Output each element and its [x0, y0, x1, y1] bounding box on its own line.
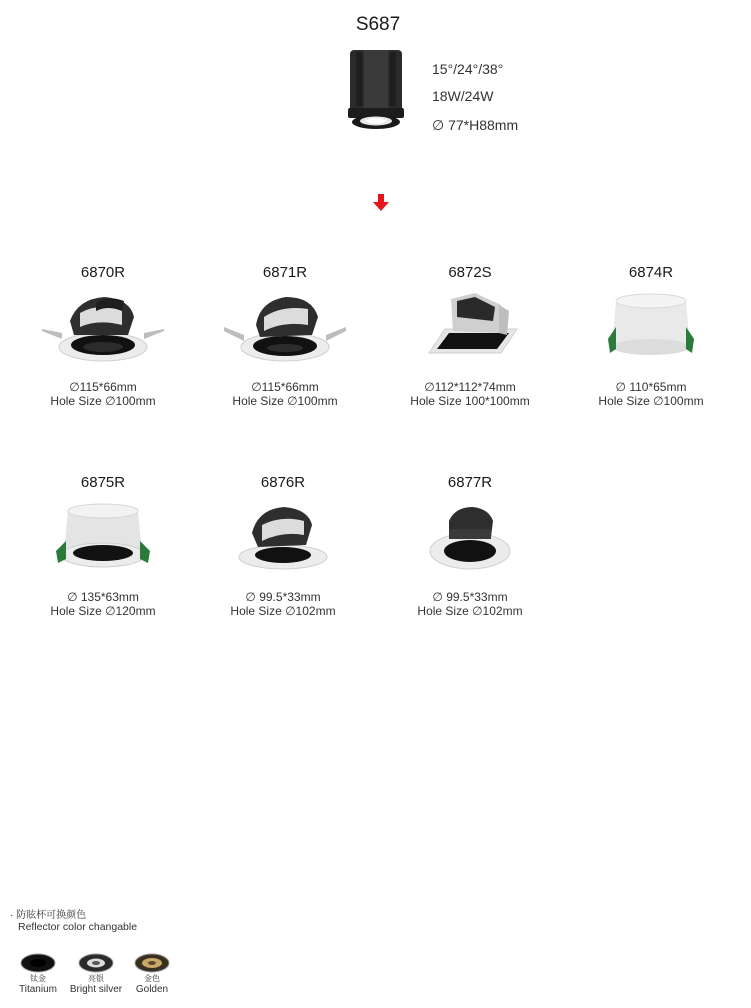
reflector-option-bright-silver [66, 953, 126, 996]
white-cylinder-downlight-icon [38, 501, 168, 575]
product-card-6877r [390, 473, 550, 618]
gimbal-round-downlight-icon [220, 291, 350, 365]
product-dimension: ∅ 135*63mm [67, 590, 139, 604]
product-dimension: ∅ 99.5*33mm [245, 590, 321, 604]
product-hole-size: Hole Size ∅102mm [230, 604, 336, 618]
product-hole-size: Hole Size ∅120mm [50, 604, 156, 618]
power-spec: 18W/24W [432, 88, 494, 104]
product-name: 6877R [447, 474, 493, 491]
round-downlight-icon [405, 501, 535, 575]
main-product-title: S687 [355, 14, 401, 35]
product-hole-size: Hole Size ∅102mm [417, 604, 523, 618]
product-card-6876r [203, 473, 363, 618]
gimbal-round-downlight-icon [38, 291, 168, 365]
product-card-6870r [23, 263, 183, 408]
product-card-6871r [205, 263, 365, 408]
product-name: 6870R [80, 264, 126, 281]
product-card-6875r [23, 473, 183, 618]
reflector-option-label-cn: 亮银 [88, 974, 104, 983]
product-card-6872s [390, 263, 550, 408]
product-name: 6874R [628, 264, 674, 281]
reflector-title-cn: · 防眩杯可换颜色 [10, 910, 87, 921]
reflector-option-label-en: Golden [135, 984, 169, 995]
square-downlight-icon [405, 291, 535, 365]
golden-reflector-icon [134, 953, 170, 973]
product-card-6874r [571, 263, 731, 408]
size-spec: ∅ 77*H88mm [432, 117, 519, 133]
reflector-option-label-en: Titanium [19, 984, 57, 995]
reflector-title-en: Reflector color changable [18, 921, 138, 933]
product-dimension: ∅115*66mm [69, 380, 137, 394]
product-hole-size: Hole Size 100*100mm [410, 394, 530, 408]
down-arrow-icon [373, 194, 389, 211]
white-cylinder-downlight-icon [586, 291, 716, 365]
s687-module-image [344, 46, 408, 132]
beam-angle-spec: 15°/24°/38° [432, 61, 504, 77]
product-dimension: ∅115*66mm [251, 380, 319, 394]
product-name: 6875R [80, 474, 126, 491]
bright-silver-reflector-icon [78, 953, 114, 973]
tilted-round-downlight-icon [218, 501, 348, 575]
product-name: 6871R [262, 264, 308, 281]
reflector-option-label-cn: 钛金 [30, 974, 46, 983]
product-name: 6876R [260, 474, 306, 491]
reflector-option-label-cn: 金色 [144, 974, 160, 983]
reflector-option-label-en: Bright silver [69, 984, 123, 995]
titanium-reflector-icon [20, 953, 56, 973]
product-dimension: ∅112*112*74mm [424, 380, 516, 394]
product-name: 6872S [448, 264, 492, 281]
product-hole-size: Hole Size ∅100mm [598, 394, 704, 408]
product-hole-size: Hole Size ∅100mm [50, 394, 156, 408]
product-dimension: ∅ 99.5*33mm [432, 590, 508, 604]
reflector-option-titanium [8, 953, 68, 996]
product-hole-size: Hole Size ∅100mm [232, 394, 338, 408]
product-dimension: ∅ 110*65mm [615, 380, 687, 394]
reflector-option-golden [122, 953, 182, 996]
